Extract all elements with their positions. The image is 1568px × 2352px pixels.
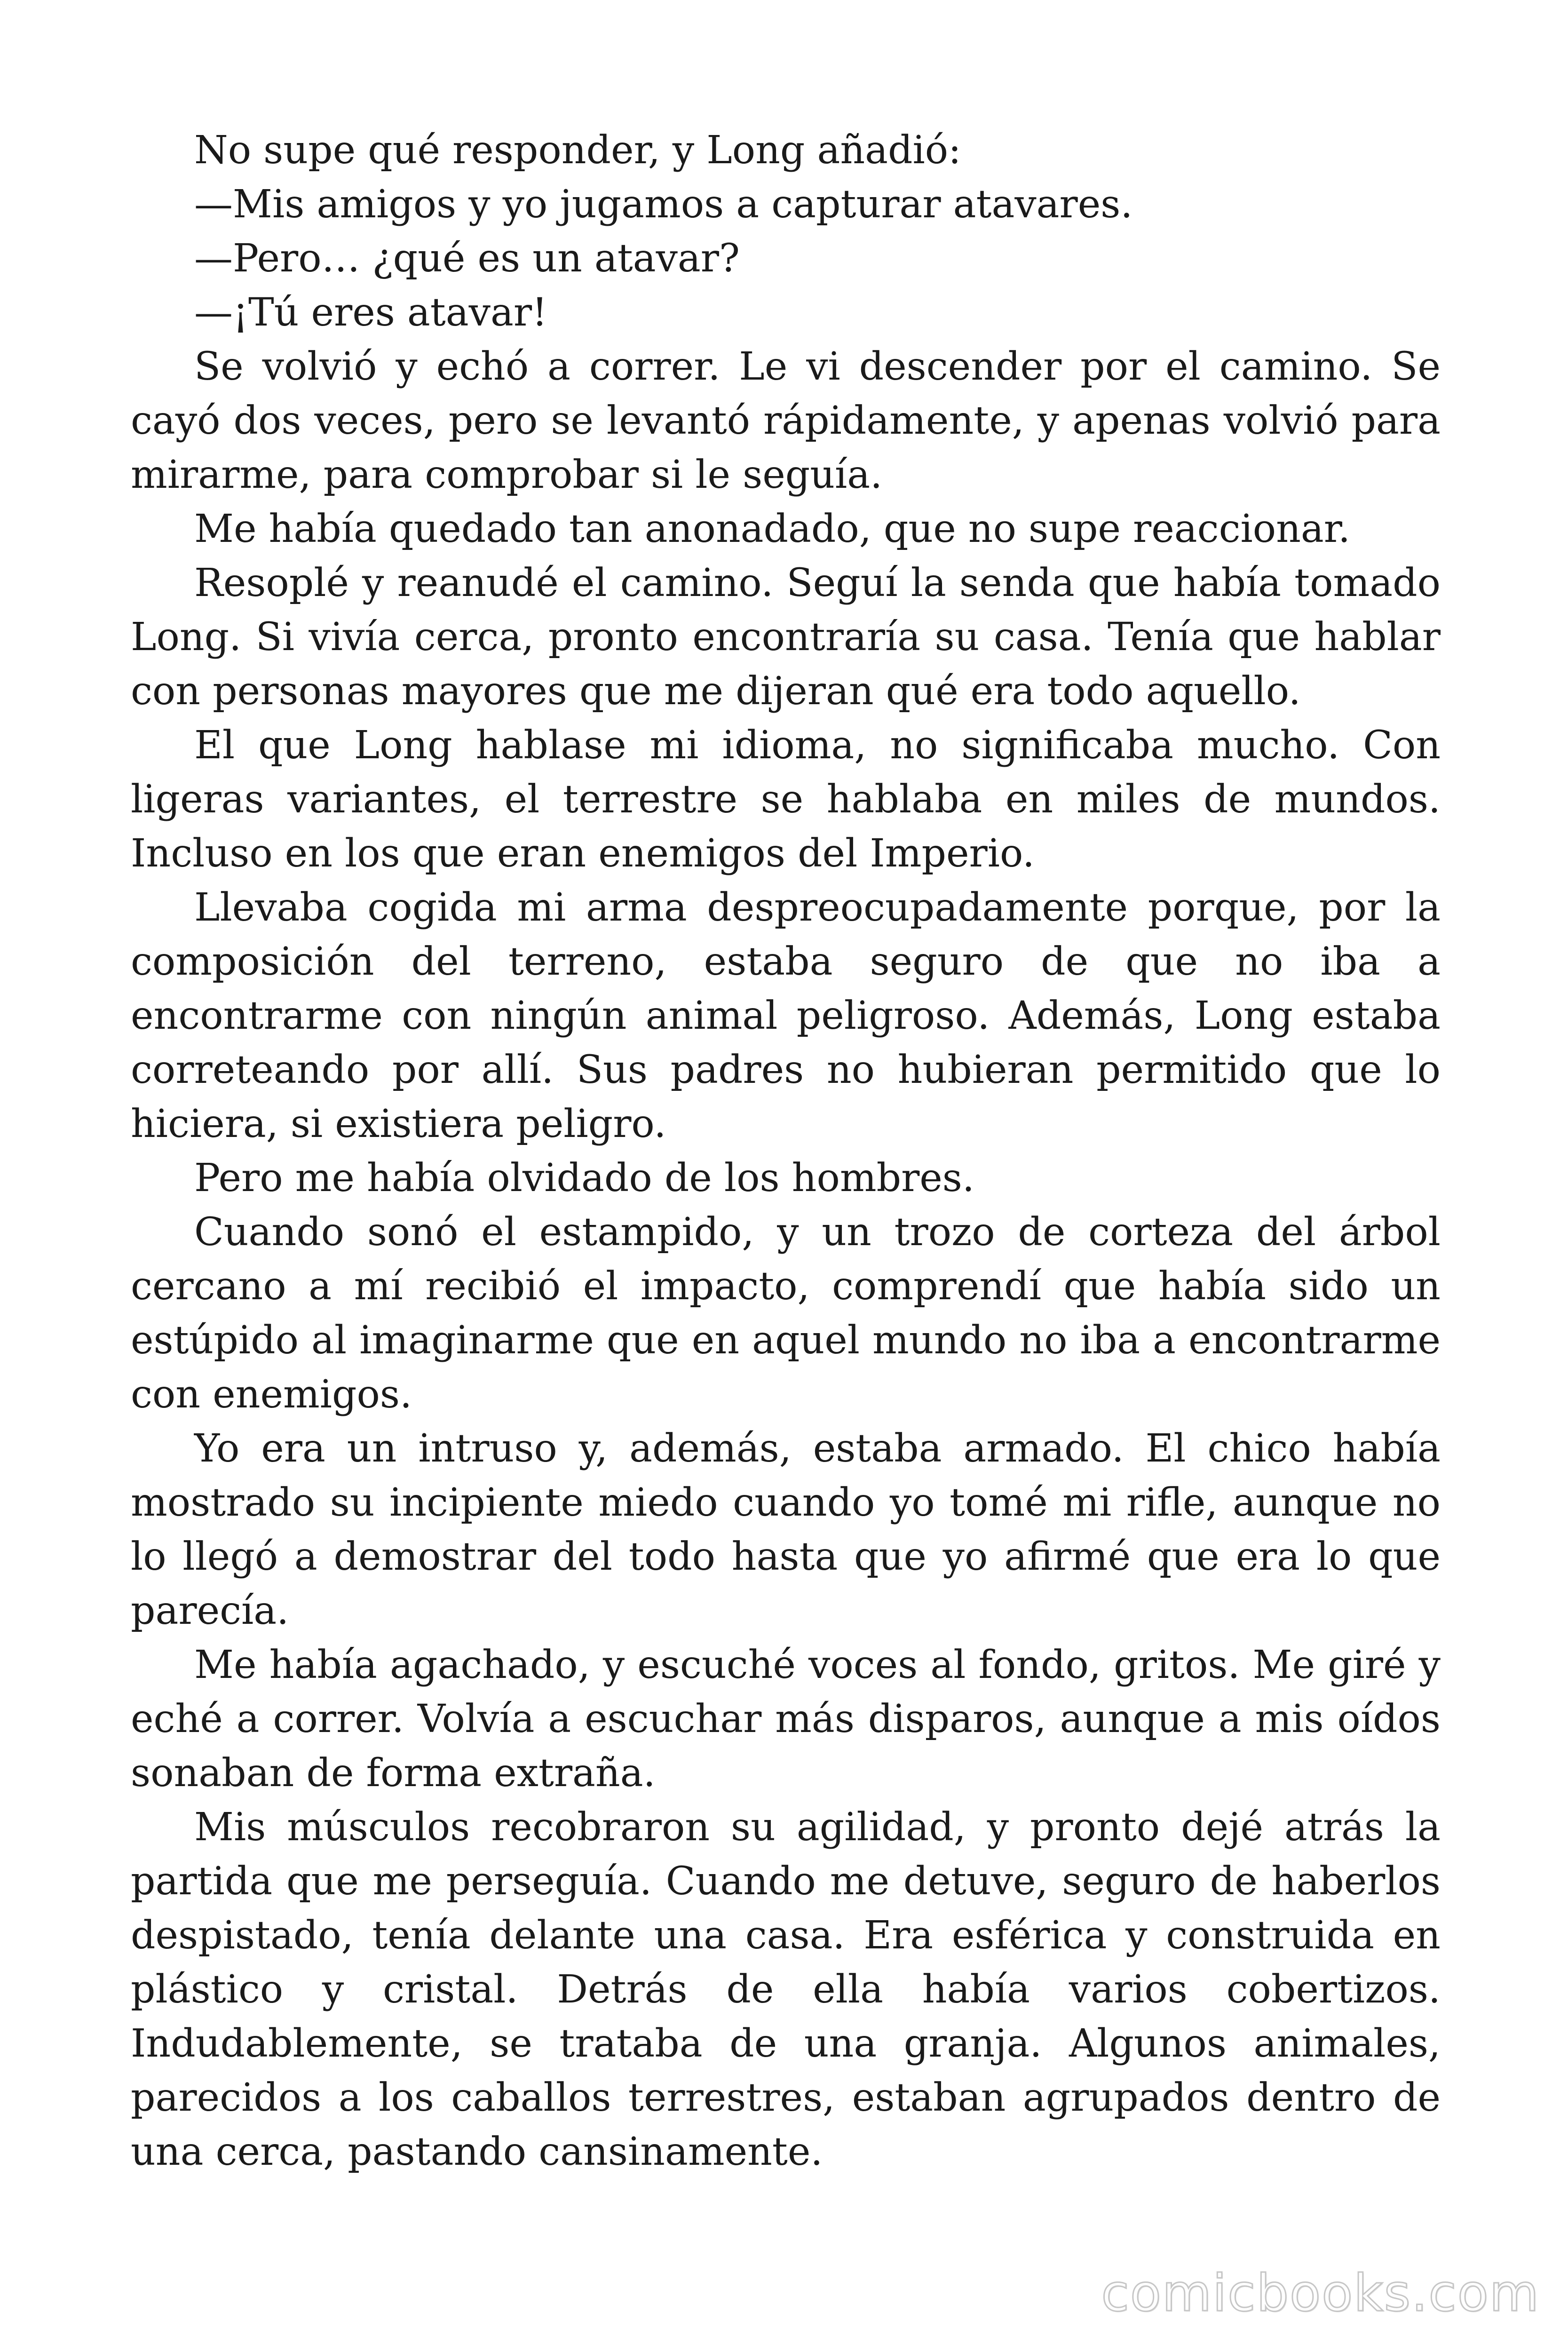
watermark: comicbooks.com: [1101, 2264, 1540, 2323]
paragraph: Pero me había olvidado de los hombres.: [194, 1156, 974, 1200]
paragraph: Me había agachado, y escuché voces al fondo, gritos. Me giré y eché a correr. Volvía a escuchar más disparos, aunque a mis oídos sonaban de forma extraña.: [131, 1643, 1441, 1796]
paragraph: Yo era un intruso y, además, estaba armado. El chico había mostrado su incipiente miedo cuando yo tomé mi rifle, aunque no lo llegó a demostrar del todo hasta que yo afirmé que era lo que parecía.: [131, 1426, 1441, 1633]
paragraph: —Pero… ¿qué es un atavar?: [194, 236, 740, 281]
paragraph: El que Long hablase mi idioma, no significaba mucho. Con ligeras variantes, el terrestre se hablaba en miles de mundos. Incluso en los que eran enemigos del Imperio.: [131, 723, 1441, 876]
paragraph: Cuando sonó el estampido, y un trozo de corteza del árbol cercano a mí recibió el impacto, comprendí que había sido un estúpido al imaginarme que en aquel mundo no iba a encontrarme con enemigos.: [131, 1210, 1441, 1417]
paragraph: —Mis amigos y yo jugamos a capturar atavares.: [194, 182, 1133, 227]
body-text: [131, 123, 1441, 2179]
paragraph: Se volvió y echó a correr. Le vi descender por el camino. Se cayó dos veces, pero se levantó rápidamente, y apenas volvió para mirarme, para comprobar si le seguía.: [131, 344, 1441, 497]
paragraph: Resoplé y reanudé el camino. Seguí la senda que había tomado Long. Si vivía cerca, pronto encontraría su casa. Tenía que hablar con personas mayores que me dijeran qué era todo aquello.: [131, 561, 1441, 714]
paragraph: No supe qué responder, y Long añadió:: [194, 128, 961, 173]
paragraph: —¡Tú eres atavar!: [194, 290, 548, 335]
paragraph: Me había quedado tan anonadado, que no supe reaccionar.: [194, 507, 1351, 551]
paragraph: Llevaba cogida mi arma despreocupadamente porque, por la composición del terreno, estaba seguro de que no iba a encontrarme con ningún animal peligroso. Además, Long estaba correteando por allí. Sus padres no hubieran permitido que lo hiciera, si existiera peligro.: [131, 885, 1441, 1146]
paragraph: Mis músculos recobraron su agilidad, y pronto dejé atrás la partida que me perseguía. Cuando me detuve, seguro de haberlos despistado, tenía delante una casa. Era esférica y construida en plástico y cristal. Detrás de ella había varios cobertizos. Indudablemente, se trataba de una granja. Algunos animales, parecidos a los caballos terrestres, estaban agrupados dentro de una cerca, pastando cansinamente.: [131, 1805, 1441, 2174]
